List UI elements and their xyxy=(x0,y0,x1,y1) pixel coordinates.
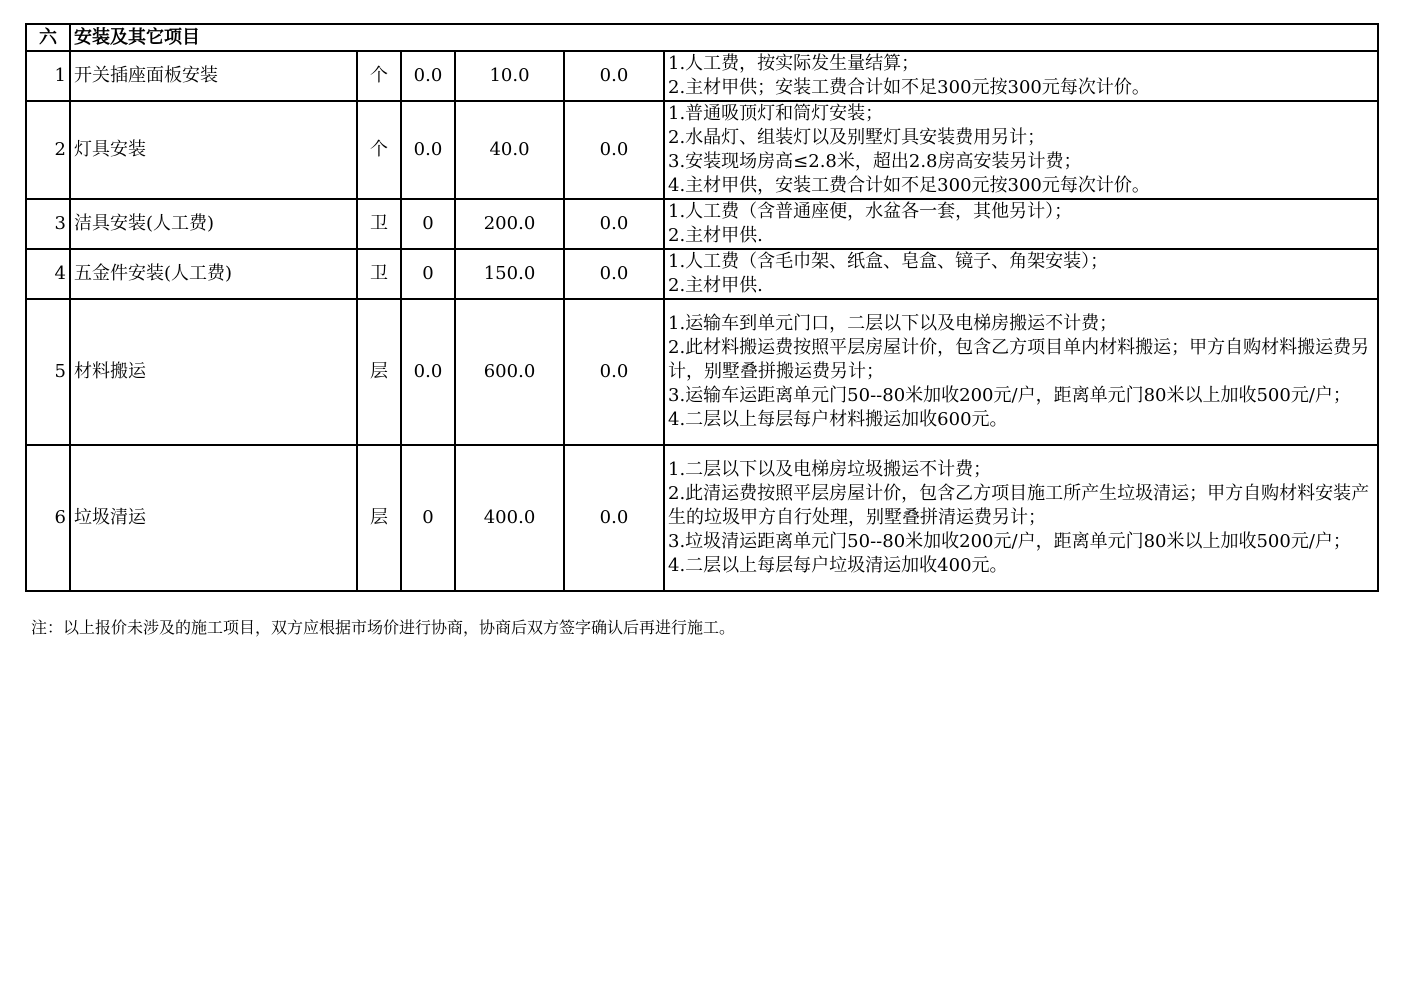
table-row xyxy=(26,51,1378,101)
item-total: 0.0 xyxy=(564,199,664,249)
item-quantity: 0 xyxy=(401,445,455,591)
item-name: 垃圾清运 xyxy=(70,445,357,591)
note-line: 2.主材甲供；安装工费合计如不足300元按300元每次计价。 xyxy=(668,77,1150,98)
note-line: 1.人工费，按实际发生量结算； xyxy=(668,53,920,74)
item-notes xyxy=(664,199,1378,249)
item-quantity: 0 xyxy=(401,199,455,249)
item-unit: 层 xyxy=(357,299,401,445)
note-line: 1.二层以下以及电梯房垃圾搬运不计费； xyxy=(668,459,992,480)
item-unit-price: 200.0 xyxy=(455,199,564,249)
item-notes xyxy=(664,249,1378,299)
item-name: 开关插座面板安装 xyxy=(70,51,357,101)
item-quantity: 0.0 xyxy=(401,51,455,101)
note-line: 4.二层以上每层每户垃圾清运加收400元。 xyxy=(668,555,1008,576)
table-row xyxy=(26,445,1378,591)
item-notes xyxy=(664,101,1378,199)
item-total: 0.0 xyxy=(564,249,664,299)
item-total: 0.0 xyxy=(564,101,664,199)
note-line: 3.运输车运距离单元门50--80米加收200元/户，距离单元门80米以上加收500元/户； xyxy=(668,385,1351,406)
section-number: 六 xyxy=(26,24,70,51)
row-number: 6 xyxy=(26,445,70,591)
note-line: 1.人工费（含普通座便，水盆各一套，其他另计）； xyxy=(668,201,1073,222)
item-unit-price: 600.0 xyxy=(455,299,564,445)
note-line: 2.主材甲供. xyxy=(668,275,763,296)
item-total: 0.0 xyxy=(564,445,664,591)
row-number: 5 xyxy=(26,299,70,445)
item-name: 洁具安装(人工费) xyxy=(70,199,357,249)
note-line: 1.普通吸顶灯和筒灯安装； xyxy=(668,103,884,124)
table-row xyxy=(26,199,1378,249)
item-notes xyxy=(664,445,1378,591)
note-line: 4.主材甲供，安装工费合计如不足300元按300元每次计价。 xyxy=(668,175,1150,196)
item-unit: 个 xyxy=(357,51,401,101)
item-quantity: 0.0 xyxy=(401,101,455,199)
table-row xyxy=(26,299,1378,445)
row-number: 4 xyxy=(26,249,70,299)
item-unit: 卫 xyxy=(357,249,401,299)
table-row xyxy=(26,101,1378,199)
item-name: 五金件安装(人工费) xyxy=(70,249,357,299)
item-quantity: 0 xyxy=(401,249,455,299)
item-total: 0.0 xyxy=(564,51,664,101)
note-line: 2.此清运费按照平层房屋计价，包含乙方项目施工所产生垃圾清运；甲方自购材料安装产生的垃圾甲方自行处理，别墅叠拼清运费另计； xyxy=(668,483,1370,528)
note-line: 1.运输车到单元门口，二层以下以及电梯房搬运不计费； xyxy=(668,313,1118,334)
quote-table xyxy=(25,23,1379,592)
item-unit-price: 10.0 xyxy=(455,51,564,101)
item-total: 0.0 xyxy=(564,299,664,445)
item-notes xyxy=(664,51,1378,101)
section-header-row xyxy=(26,24,1378,51)
note-line: 3.安装现场房高≤2.8米，超出2.8房高安装另计费； xyxy=(668,151,1082,172)
note-line: 2.主材甲供. xyxy=(668,225,763,246)
item-unit-price: 40.0 xyxy=(455,101,564,199)
item-unit: 个 xyxy=(357,101,401,199)
table-row xyxy=(26,249,1378,299)
item-notes xyxy=(664,299,1378,445)
item-quantity: 0.0 xyxy=(401,299,455,445)
item-name: 灯具安装 xyxy=(70,101,357,199)
item-unit-price: 400.0 xyxy=(455,445,564,591)
section-title: 安装及其它项目 xyxy=(70,24,1378,51)
note-line: 2.水晶灯、组装灯以及别墅灯具安装费用另计； xyxy=(668,127,1046,148)
note-line: 3.垃圾清运距离单元门50--80米加收200元/户，距离单元门80米以上加收500元/户； xyxy=(668,531,1351,552)
row-number: 3 xyxy=(26,199,70,249)
row-number: 2 xyxy=(26,101,70,199)
item-unit-price: 150.0 xyxy=(455,249,564,299)
item-unit: 层 xyxy=(357,445,401,591)
row-number: 1 xyxy=(26,51,70,101)
footnote: 注：以上报价未涉及的施工项目，双方应根据市场价进行协商，协商后双方签字确认后再进行施工。 xyxy=(31,618,736,637)
note-line: 2.此材料搬运费按照平层房屋计价，包含乙方项目单内材料搬运；甲方自购材料搬运费另计，别墅叠拼搬运费另计； xyxy=(668,337,1370,382)
item-name: 材料搬运 xyxy=(70,299,357,445)
item-unit: 卫 xyxy=(357,199,401,249)
note-line: 4.二层以上每层每户材料搬运加收600元。 xyxy=(668,409,1008,430)
note-line: 1.人工费（含毛巾架、纸盒、皂盒、镜子、角架安装）； xyxy=(668,251,1109,272)
